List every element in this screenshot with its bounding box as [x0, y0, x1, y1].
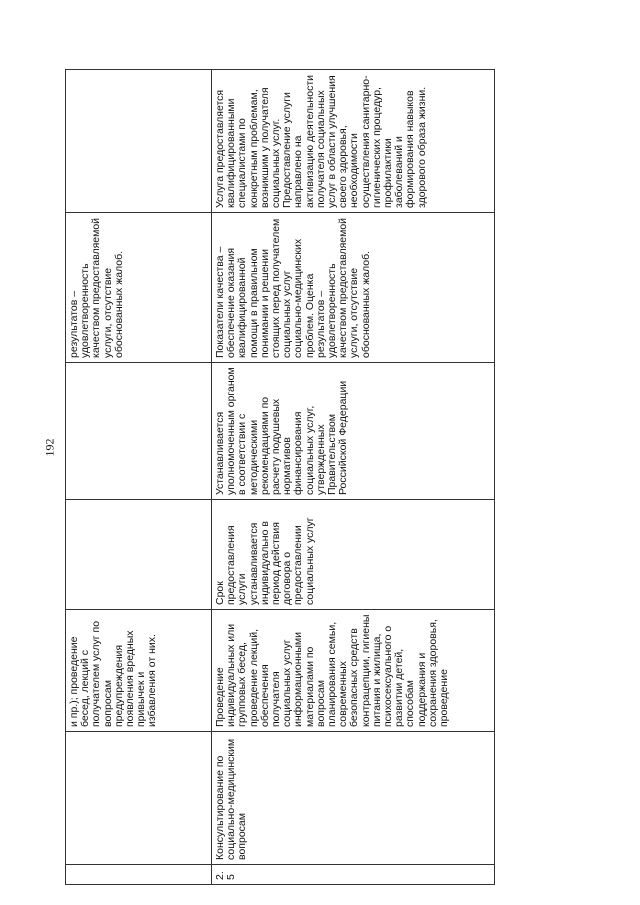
cell-service-name	[66, 732, 212, 865]
cell-service-name: Консультирование по социально-медицинским вопросам	[212, 732, 495, 865]
cell-conditions	[66, 70, 212, 213]
cell-term: Срок предоставления услуги устанавливается индивидуально в период действия договора о предоставлении социальных услуг	[212, 500, 495, 610]
cell-tariff	[66, 363, 212, 500]
table-row	[66, 70, 212, 885]
cell-number	[66, 865, 212, 885]
cell-number: 2.5	[212, 865, 495, 885]
cell-quality-indicators: результатов – удовлетворенность качеством предоставляемой услуги, отсутствие обоснованных жалоб.	[66, 213, 212, 363]
cell-service-content: Проведение индивидуальных или групповых бесед, проведение лекций, обеспечения получателя социальных услуг информационными материалами по вопросам планирования семьи, современных безопасных средств контрацепции, гигиены питания и жилища, психосексуального о развитии детей, способам поддержания и сохранения здоровья, проведение	[212, 610, 495, 732]
services-table	[65, 69, 495, 885]
table-row	[212, 70, 495, 885]
cell-quality-indicators: Показатели качества – обеспечение оказания квалифицированной помощи в правильном понимании и решении стоящих перед получателем социальных услуг социально-медицинских проблем. Оценка результатов – удовлетворенность качеством предоставляемой услуги, отсутствие обоснованных жалоб.	[212, 213, 495, 363]
rotated-table-container	[65, 70, 495, 885]
page-number: 192	[42, 438, 57, 457]
cell-conditions: Услуга предоставляется квалифицированными специалистами по конкретным проблемам, возникшим у получателя социальных услуг. Предоставление услуги направлено на активизацию деятельности получателя социальных услуг в области улучшения своего здоровья, необходимости осуществления санитарно-гигиенических процедур, профилактики заболеваний и формирования навыков здорового образа жизни.	[212, 70, 495, 213]
cell-term	[66, 500, 212, 610]
cell-service-content: и пр.); проведение бесед, лекций с получателем услуг по вопросам предупреждения появления вредных привычек и избавления от них.	[66, 610, 212, 732]
cell-tariff: Устанавливается уполномоченным органом в соответствии с методическими рекомендациями по расчету подушевых нормативов финансирования социальных услуг, утвержденных Правительством Российской Федерации	[212, 363, 495, 500]
